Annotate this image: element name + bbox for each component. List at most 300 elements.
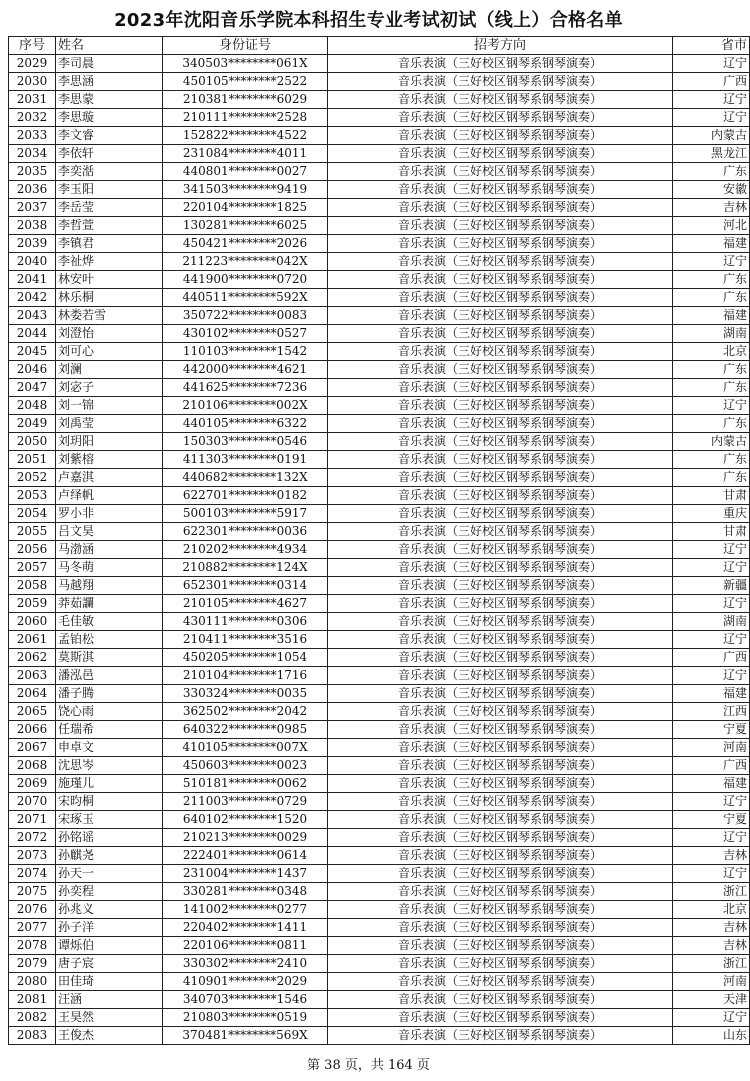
cell-id-number: 210105********4627	[163, 595, 328, 613]
cell-seq: 2044	[9, 325, 56, 343]
cell-name: 卢嘉淇	[56, 469, 163, 487]
cell-id-number: 220104********1825	[163, 199, 328, 217]
cell-direction: 音乐表演（三好校区钢琴系钢琴演奏）	[328, 217, 673, 235]
cell-seq: 2067	[9, 739, 56, 757]
cell-seq: 2074	[9, 865, 56, 883]
cell-province: 湖南	[673, 325, 750, 343]
cell-direction: 音乐表演（三好校区钢琴系钢琴演奏）	[328, 775, 673, 793]
cell-direction: 音乐表演（三好校区钢琴系钢琴演奏）	[328, 145, 673, 163]
cell-direction: 音乐表演（三好校区钢琴系钢琴演奏）	[328, 1027, 673, 1045]
cell-province: 辽宁	[673, 559, 750, 577]
cell-id-number: 430102********0527	[163, 325, 328, 343]
cell-id-number: 330302********2410	[163, 955, 328, 973]
cell-province: 河南	[673, 739, 750, 757]
cell-name: 刘玥阳	[56, 433, 163, 451]
cell-id-number: 430111********0306	[163, 613, 328, 631]
cell-province: 福建	[673, 775, 750, 793]
cell-id-number: 130281********6025	[163, 217, 328, 235]
cell-seq: 2068	[9, 757, 56, 775]
table-row	[9, 1009, 750, 1027]
header-seq: 序号	[9, 37, 56, 55]
cell-province: 广东	[673, 469, 750, 487]
cell-id-number: 210882********124X	[163, 559, 328, 577]
cell-name: 孙麒尧	[56, 847, 163, 865]
cell-direction: 音乐表演（三好校区钢琴系钢琴演奏）	[328, 901, 673, 919]
cell-direction: 音乐表演（三好校区钢琴系钢琴演奏）	[328, 541, 673, 559]
cell-direction: 音乐表演（三好校区钢琴系钢琴演奏）	[328, 865, 673, 883]
cell-id-number: 362502********2042	[163, 703, 328, 721]
cell-id-number: 220106********0811	[163, 937, 328, 955]
cell-direction: 音乐表演（三好校区钢琴系钢琴演奏）	[328, 883, 673, 901]
cell-name: 莽茹讕	[56, 595, 163, 613]
cell-seq: 2070	[9, 793, 56, 811]
table-row	[9, 469, 750, 487]
cell-id-number: 330324********0035	[163, 685, 328, 703]
cell-province: 新疆	[673, 577, 750, 595]
table-row	[9, 361, 750, 379]
table-row	[9, 955, 750, 973]
cell-province: 河北	[673, 217, 750, 235]
cell-direction: 音乐表演（三好校区钢琴系钢琴演奏）	[328, 757, 673, 775]
cell-province: 吉林	[673, 937, 750, 955]
table-row	[9, 91, 750, 109]
cell-id-number: 510181********0062	[163, 775, 328, 793]
table-row	[9, 757, 750, 775]
cell-seq: 2063	[9, 667, 56, 685]
table-row	[9, 163, 750, 181]
cell-province: 福建	[673, 307, 750, 325]
cell-id-number: 211223********042X	[163, 253, 328, 271]
cell-name: 孙奕程	[56, 883, 163, 901]
cell-direction: 音乐表演（三好校区钢琴系钢琴演奏）	[328, 199, 673, 217]
table-row	[9, 505, 750, 523]
cell-id-number: 450205********1054	[163, 649, 328, 667]
cell-id-number: 450105********2522	[163, 73, 328, 91]
cell-name: 刘澄怡	[56, 325, 163, 343]
table-row	[9, 973, 750, 991]
cell-province: 广东	[673, 289, 750, 307]
cell-direction: 音乐表演（三好校区钢琴系钢琴演奏）	[328, 307, 673, 325]
cell-province: 黑龙江	[673, 145, 750, 163]
cell-name: 马冬萌	[56, 559, 163, 577]
cell-seq: 2064	[9, 685, 56, 703]
cell-direction: 音乐表演（三好校区钢琴系钢琴演奏）	[328, 937, 673, 955]
table-row	[9, 559, 750, 577]
cell-seq: 2058	[9, 577, 56, 595]
cell-seq: 2037	[9, 199, 56, 217]
cell-province: 甘肃	[673, 523, 750, 541]
table-row	[9, 127, 750, 145]
cell-seq: 2040	[9, 253, 56, 271]
table-row	[9, 811, 750, 829]
cell-id-number: 340503********061X	[163, 55, 328, 73]
cell-name: 林安叶	[56, 271, 163, 289]
cell-name: 林乐桐	[56, 289, 163, 307]
cell-seq: 2076	[9, 901, 56, 919]
cell-name: 孟铂松	[56, 631, 163, 649]
cell-name: 李哲萱	[56, 217, 163, 235]
cell-province: 辽宁	[673, 1009, 750, 1027]
table-row	[9, 631, 750, 649]
cell-direction: 音乐表演（三好校区钢琴系钢琴演奏）	[328, 793, 673, 811]
cell-name: 莫斯淇	[56, 649, 163, 667]
cell-seq: 2081	[9, 991, 56, 1009]
cell-seq: 2034	[9, 145, 56, 163]
cell-province: 辽宁	[673, 541, 750, 559]
cell-id-number: 330281********0348	[163, 883, 328, 901]
cell-direction: 音乐表演（三好校区钢琴系钢琴演奏）	[328, 469, 673, 487]
cell-name: 孙天一	[56, 865, 163, 883]
cell-province: 辽宁	[673, 667, 750, 685]
cell-id-number: 411303********0191	[163, 451, 328, 469]
cell-province: 广东	[673, 163, 750, 181]
cell-seq: 2082	[9, 1009, 56, 1027]
cell-seq: 2062	[9, 649, 56, 667]
cell-province: 辽宁	[673, 109, 750, 127]
cell-seq: 2065	[9, 703, 56, 721]
results-table	[8, 36, 750, 1045]
cell-direction: 音乐表演（三好校区钢琴系钢琴演奏）	[328, 577, 673, 595]
cell-province: 重庆	[673, 505, 750, 523]
cell-seq: 2077	[9, 919, 56, 937]
cell-direction: 音乐表演（三好校区钢琴系钢琴演奏）	[328, 847, 673, 865]
cell-direction: 音乐表演（三好校区钢琴系钢琴演奏）	[328, 73, 673, 91]
cell-seq: 2046	[9, 361, 56, 379]
cell-name: 宋昀桐	[56, 793, 163, 811]
cell-direction: 音乐表演（三好校区钢琴系钢琴演奏）	[328, 595, 673, 613]
cell-name: 宋琢玉	[56, 811, 163, 829]
cell-seq: 2035	[9, 163, 56, 181]
table-row	[9, 199, 750, 217]
cell-id-number: 220402********1411	[163, 919, 328, 937]
cell-id-number: 231084********4011	[163, 145, 328, 163]
cell-seq: 2041	[9, 271, 56, 289]
cell-direction: 音乐表演（三好校区钢琴系钢琴演奏）	[328, 523, 673, 541]
cell-direction: 音乐表演（三好校区钢琴系钢琴演奏）	[328, 343, 673, 361]
cell-province: 福建	[673, 235, 750, 253]
cell-name: 李文睿	[56, 127, 163, 145]
cell-seq: 2050	[9, 433, 56, 451]
header-province: 省市	[673, 37, 750, 55]
cell-name: 李依轩	[56, 145, 163, 163]
cell-direction: 音乐表演（三好校区钢琴系钢琴演奏）	[328, 181, 673, 199]
table-row	[9, 829, 750, 847]
cell-id-number: 440105********6322	[163, 415, 328, 433]
cell-name: 唐子宸	[56, 955, 163, 973]
table-row	[9, 451, 750, 469]
cell-direction: 音乐表演（三好校区钢琴系钢琴演奏）	[328, 415, 673, 433]
cell-name: 孙兆义	[56, 901, 163, 919]
cell-province: 吉林	[673, 919, 750, 937]
cell-direction: 音乐表演（三好校区钢琴系钢琴演奏）	[328, 703, 673, 721]
cell-name: 孙铭谣	[56, 829, 163, 847]
cell-id-number: 622301********0036	[163, 523, 328, 541]
cell-seq: 2043	[9, 307, 56, 325]
cell-name: 李司晨	[56, 55, 163, 73]
table-row	[9, 667, 750, 685]
cell-direction: 音乐表演（三好校区钢琴系钢琴演奏）	[328, 487, 673, 505]
cell-name: 谭烁伯	[56, 937, 163, 955]
cell-province: 广东	[673, 451, 750, 469]
cell-seq: 2072	[9, 829, 56, 847]
table-row	[9, 487, 750, 505]
cell-direction: 音乐表演（三好校区钢琴系钢琴演奏）	[328, 433, 673, 451]
cell-direction: 音乐表演（三好校区钢琴系钢琴演奏）	[328, 613, 673, 631]
cell-direction: 音乐表演（三好校区钢琴系钢琴演奏）	[328, 325, 673, 343]
cell-province: 湖南	[673, 613, 750, 631]
cell-direction: 音乐表演（三好校区钢琴系钢琴演奏）	[328, 739, 673, 757]
cell-province: 甘肃	[673, 487, 750, 505]
cell-name: 李思蒙	[56, 91, 163, 109]
cell-id-number: 410901********2029	[163, 973, 328, 991]
cell-seq: 2073	[9, 847, 56, 865]
cell-name: 刘宓子	[56, 379, 163, 397]
cell-province: 福建	[673, 685, 750, 703]
cell-name: 李镇君	[56, 235, 163, 253]
cell-id-number: 350722********0083	[163, 307, 328, 325]
cell-direction: 音乐表演（三好校区钢琴系钢琴演奏）	[328, 559, 673, 577]
cell-direction: 音乐表演（三好校区钢琴系钢琴演奏）	[328, 379, 673, 397]
cell-province: 宁夏	[673, 811, 750, 829]
cell-name: 李祉烨	[56, 253, 163, 271]
cell-name: 刘可心	[56, 343, 163, 361]
cell-province: 天津	[673, 991, 750, 1009]
cell-seq: 2055	[9, 523, 56, 541]
cell-seq: 2071	[9, 811, 56, 829]
cell-seq: 2053	[9, 487, 56, 505]
cell-province: 辽宁	[673, 397, 750, 415]
cell-province: 浙江	[673, 955, 750, 973]
header-name: 姓名	[56, 37, 163, 55]
cell-province: 辽宁	[673, 829, 750, 847]
cell-name: 刘澜	[56, 361, 163, 379]
cell-seq: 2049	[9, 415, 56, 433]
cell-province: 辽宁	[673, 631, 750, 649]
cell-province: 江西	[673, 703, 750, 721]
cell-id-number: 210411********3516	[163, 631, 328, 649]
table-row	[9, 613, 750, 631]
cell-seq: 2054	[9, 505, 56, 523]
cell-seq: 2078	[9, 937, 56, 955]
cell-id-number: 222401********0614	[163, 847, 328, 865]
cell-id-number: 622701********0182	[163, 487, 328, 505]
table-row	[9, 541, 750, 559]
cell-direction: 音乐表演（三好校区钢琴系钢琴演奏）	[328, 91, 673, 109]
cell-seq: 2059	[9, 595, 56, 613]
table-row	[9, 289, 750, 307]
cell-id-number: 450421********2026	[163, 235, 328, 253]
cell-id-number: 340703********1546	[163, 991, 328, 1009]
table-row	[9, 523, 750, 541]
table-row	[9, 55, 750, 73]
cell-direction: 音乐表演（三好校区钢琴系钢琴演奏）	[328, 55, 673, 73]
table-row	[9, 703, 750, 721]
cell-name: 马越翔	[56, 577, 163, 595]
cell-direction: 音乐表演（三好校区钢琴系钢琴演奏）	[328, 1009, 673, 1027]
table-row	[9, 343, 750, 361]
cell-direction: 音乐表演（三好校区钢琴系钢琴演奏）	[328, 451, 673, 469]
cell-direction: 音乐表演（三好校区钢琴系钢琴演奏）	[328, 811, 673, 829]
cell-province: 辽宁	[673, 55, 750, 73]
cell-province: 安徽	[673, 181, 750, 199]
cell-province: 广东	[673, 271, 750, 289]
cell-name: 李玉阳	[56, 181, 163, 199]
cell-direction: 音乐表演（三好校区钢琴系钢琴演奏）	[328, 631, 673, 649]
cell-seq: 2032	[9, 109, 56, 127]
table-row	[9, 739, 750, 757]
cell-direction: 音乐表演（三好校区钢琴系钢琴演奏）	[328, 991, 673, 1009]
table-row	[9, 883, 750, 901]
cell-direction: 音乐表演（三好校区钢琴系钢琴演奏）	[328, 235, 673, 253]
cell-province: 宁夏	[673, 721, 750, 739]
cell-id-number: 210106********002X	[163, 397, 328, 415]
cell-id-number: 210202********4934	[163, 541, 328, 559]
cell-name: 毛佳敏	[56, 613, 163, 631]
cell-id-number: 500103********5917	[163, 505, 328, 523]
cell-name: 申卓文	[56, 739, 163, 757]
table-row	[9, 937, 750, 955]
cell-province: 河南	[673, 973, 750, 991]
cell-name: 汪涵	[56, 991, 163, 1009]
cell-name: 孙子洋	[56, 919, 163, 937]
table-row	[9, 379, 750, 397]
cell-id-number: 150303********0546	[163, 433, 328, 451]
cell-seq: 2060	[9, 613, 56, 631]
cell-seq: 2031	[9, 91, 56, 109]
cell-direction: 音乐表演（三好校区钢琴系钢琴演奏）	[328, 271, 673, 289]
cell-seq: 2057	[9, 559, 56, 577]
cell-province: 吉林	[673, 847, 750, 865]
cell-province: 内蒙古	[673, 127, 750, 145]
cell-direction: 音乐表演（三好校区钢琴系钢琴演奏）	[328, 721, 673, 739]
cell-id-number: 440511********592X	[163, 289, 328, 307]
cell-province: 辽宁	[673, 793, 750, 811]
cell-direction: 音乐表演（三好校区钢琴系钢琴演奏）	[328, 649, 673, 667]
header-direction: 招考方向	[328, 37, 673, 55]
cell-seq: 2075	[9, 883, 56, 901]
cell-seq: 2030	[9, 73, 56, 91]
cell-id-number: 440682********132X	[163, 469, 328, 487]
cell-province: 辽宁	[673, 91, 750, 109]
cell-direction: 音乐表演（三好校区钢琴系钢琴演奏）	[328, 109, 673, 127]
cell-seq: 2052	[9, 469, 56, 487]
table-row	[9, 793, 750, 811]
cell-id-number: 210111********2528	[163, 109, 328, 127]
cell-seq: 2042	[9, 289, 56, 307]
cell-province: 辽宁	[673, 595, 750, 613]
cell-seq: 2051	[9, 451, 56, 469]
page-title: 2023年沈阳音乐学院本科招生专业考试初试（线上）合格名单	[114, 10, 623, 31]
cell-name: 刘紫榕	[56, 451, 163, 469]
cell-direction: 音乐表演（三好校区钢琴系钢琴演奏）	[328, 973, 673, 991]
table-row	[9, 1027, 750, 1045]
cell-direction: 音乐表演（三好校区钢琴系钢琴演奏）	[328, 955, 673, 973]
cell-id-number: 210381********6029	[163, 91, 328, 109]
cell-direction: 音乐表演（三好校区钢琴系钢琴演奏）	[328, 685, 673, 703]
cell-id-number: 231004********1437	[163, 865, 328, 883]
table-row	[9, 991, 750, 1009]
table-row	[9, 235, 750, 253]
cell-seq: 2033	[9, 127, 56, 145]
cell-seq: 2079	[9, 955, 56, 973]
cell-id-number: 211003********0729	[163, 793, 328, 811]
cell-province: 吉林	[673, 199, 750, 217]
cell-direction: 音乐表演（三好校区钢琴系钢琴演奏）	[328, 253, 673, 271]
cell-name: 饶心雨	[56, 703, 163, 721]
cell-name: 刘禹莹	[56, 415, 163, 433]
cell-name: 李奕湉	[56, 163, 163, 181]
cell-name: 马渤涵	[56, 541, 163, 559]
cell-name: 王昊然	[56, 1009, 163, 1027]
table-row	[9, 865, 750, 883]
cell-seq: 2048	[9, 397, 56, 415]
cell-direction: 音乐表演（三好校区钢琴系钢琴演奏）	[328, 289, 673, 307]
cell-name: 沈思岑	[56, 757, 163, 775]
cell-seq: 2039	[9, 235, 56, 253]
cell-seq: 2056	[9, 541, 56, 559]
cell-name: 卢绎帆	[56, 487, 163, 505]
table-row	[9, 595, 750, 613]
cell-direction: 音乐表演（三好校区钢琴系钢琴演奏）	[328, 829, 673, 847]
cell-id-number: 152822********4522	[163, 127, 328, 145]
cell-id-number: 441900********0720	[163, 271, 328, 289]
cell-name: 施瑾儿	[56, 775, 163, 793]
cell-direction: 音乐表演（三好校区钢琴系钢琴演奏）	[328, 505, 673, 523]
cell-province: 广西	[673, 649, 750, 667]
cell-seq: 2066	[9, 721, 56, 739]
cell-name: 李思涵	[56, 73, 163, 91]
table-header	[9, 37, 750, 55]
table-row	[9, 217, 750, 235]
cell-name: 王俊杰	[56, 1027, 163, 1045]
table-row	[9, 685, 750, 703]
table-row	[9, 847, 750, 865]
cell-id-number: 341503********9419	[163, 181, 328, 199]
cell-province: 山东	[673, 1027, 750, 1045]
cell-seq: 2061	[9, 631, 56, 649]
cell-id-number: 441625********7236	[163, 379, 328, 397]
cell-id-number: 440801********0027	[163, 163, 328, 181]
cell-name: 李思璇	[56, 109, 163, 127]
table-row	[9, 775, 750, 793]
cell-province: 内蒙古	[673, 433, 750, 451]
cell-seq: 2045	[9, 343, 56, 361]
cell-name: 林娄若雪	[56, 307, 163, 325]
cell-province: 北京	[673, 901, 750, 919]
cell-seq: 2038	[9, 217, 56, 235]
cell-direction: 音乐表演（三好校区钢琴系钢琴演奏）	[328, 163, 673, 181]
table-row	[9, 649, 750, 667]
cell-id-number: 640322********0985	[163, 721, 328, 739]
cell-direction: 音乐表演（三好校区钢琴系钢琴演奏）	[328, 919, 673, 937]
table-row	[9, 271, 750, 289]
header-row	[9, 37, 750, 55]
cell-province: 北京	[673, 343, 750, 361]
table-row	[9, 397, 750, 415]
header-id-number: 身份证号	[163, 37, 328, 55]
cell-province: 辽宁	[673, 865, 750, 883]
cell-name: 潘子腾	[56, 685, 163, 703]
cell-id-number: 210213********0029	[163, 829, 328, 847]
table-row	[9, 109, 750, 127]
table-row	[9, 415, 750, 433]
table-row	[9, 307, 750, 325]
cell-province: 广东	[673, 415, 750, 433]
cell-id-number: 450603********0023	[163, 757, 328, 775]
table-row	[9, 181, 750, 199]
cell-id-number: 640102********1520	[163, 811, 328, 829]
cell-province: 广西	[673, 73, 750, 91]
